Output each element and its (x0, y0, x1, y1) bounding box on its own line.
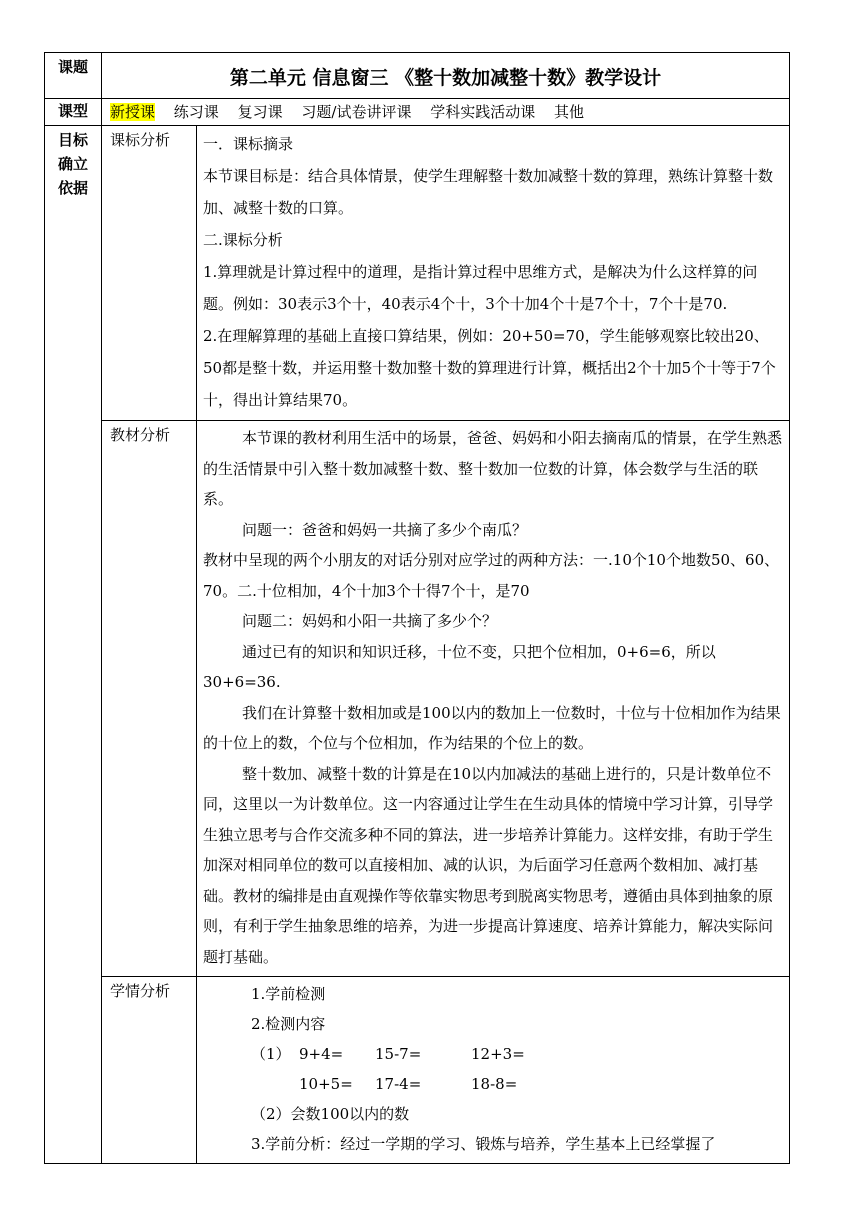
calc-row (203, 1069, 785, 1099)
calc-expression: 12+3= (471, 1045, 525, 1063)
textbook-paragraph: 问题一：爸爸和妈妈一共摘了多少个南瓜？ (242, 520, 528, 539)
curriculum-line: 本节课目标是：结合具体情景，使学生理解整十数加减整十数的算理，熟练计算整十数加、减整十数的口算。 (203, 167, 774, 217)
pretest-content-title: 2.检测内容 (251, 1015, 326, 1033)
lesson-type-option[interactable]: 练习课 (173, 103, 219, 121)
title-row (45, 53, 790, 99)
pretest-title: 1.学前检测 (251, 985, 326, 1003)
textbook-paragraph: 整十数加、减整十数的计算是在10以内加减法的基础上进行的，只是计数单位不同，这里以一为计数单位。这一内容通过让学生在生动具体的情境中学习计算，引导学生独立思考与合作交流多种不同的算法，进一步培养计算能力。这样安排，有助于学生加深对相同单位的数可以直接相加、减的认识，为后面学习任意两个数相加、减打基础。教材的编排是由直观操作等依靠实物思考到脱离实物思考，遵循由具体到抽象的原则，有利于学生抽象思维的培养，为进一步提高计算速度、培养计算能力，解决实际问题打基础。 (203, 764, 774, 966)
calc-row (203, 1039, 785, 1069)
curriculum-line: 二.课标分析 (203, 231, 283, 249)
student-content (197, 977, 790, 1164)
lesson-type-row (45, 99, 790, 126)
lesson-type-options (102, 99, 790, 126)
textbook-paragraph: 本节课的教材利用生活中的场景，爸爸、妈妈和小阳去摘南瓜的情景，在学生熟悉的生活情景中引入整十数加减整十数、整十数加一位数的计算，体会数学与生活的联系。 (203, 429, 783, 508)
lesson-type-label: 课型 (45, 99, 102, 126)
lesson-type-option[interactable]: 其他 (554, 103, 585, 121)
textbook-content (197, 421, 790, 977)
curriculum-line: 一．课标摘录 (203, 135, 294, 153)
lesson-plan-table (44, 52, 790, 1164)
curriculum-row (45, 126, 790, 421)
count-item: （2）会数100以内的数 (251, 1105, 410, 1123)
lesson-type-option[interactable]: 学科实践活动课 (430, 103, 536, 121)
curriculum-line: 1.算理就是计算过程中的道理，是指计算过程中思维方式，是解决为什么这样算的问题。例如：30表示3个十，40表示4个十，3个十加4个十是7个十，7个十是70. (203, 263, 758, 313)
textbook-paragraph: 我们在计算整十数相加或是100以内的数加上一位数时，十位与十位相加作为结果的十位上的数，个位与个位相加，作为结果的个位上的数。 (203, 703, 781, 752)
calc-expression: 9+4= (299, 1045, 344, 1063)
curriculum-line: 2.在理解算理的基础上直接口算结果，例如：20+50=70，学生能够观察比较出20、50都是整十数，并运用整十数加整十数的算理进行计算，概括出2个十加5个十等于7个十，得出计算结果70。 (203, 327, 776, 409)
textbook-paragraph: 教材中呈现的两个小朋友的对话分别对应学过的两种方法：一.10个10个地数50、60、70。二.十位相加，4个十加3个十得7个十，是70 (203, 551, 780, 600)
textbook-paragraph: 问题二：妈妈和小阳一共摘了多少个？ (242, 612, 498, 630)
lesson-type-option[interactable]: 复习课 (237, 103, 283, 121)
goal-basis-label: 目标确立依据 (45, 126, 102, 1164)
calc-expression: 18-8= (471, 1075, 518, 1093)
page-title: 第二单元 信息窗三 《整十数加减整十数》教学设计 (102, 53, 790, 99)
student-row (45, 977, 790, 1164)
textbook-row (45, 421, 790, 977)
topic-label: 课题 (45, 53, 102, 99)
textbook-paragraph: 通过已有的知识和知识迁移，十位不变，只把个位相加，0+6=6，所以30+6=36. (203, 642, 716, 691)
calc-expression: 10+5= (299, 1075, 353, 1093)
curriculum-content (197, 126, 790, 421)
lesson-type-option[interactable]: 习题/试卷讲评课 (301, 103, 412, 121)
curriculum-label: 课标分析 (102, 126, 197, 421)
calc-expression: 15-7= (375, 1045, 422, 1063)
pre-analysis: 3.学前分析：经过一学期的学习、锻炼与培养，学生基本上已经掌握了 (251, 1135, 716, 1153)
calc-expression: 17-4= (375, 1075, 422, 1093)
student-label: 学情分析 (102, 977, 197, 1164)
lesson-type-option-selected[interactable]: 新授课 (110, 103, 156, 121)
calc-item-prefix: （1） (251, 1045, 291, 1063)
textbook-label: 教材分析 (102, 421, 197, 977)
